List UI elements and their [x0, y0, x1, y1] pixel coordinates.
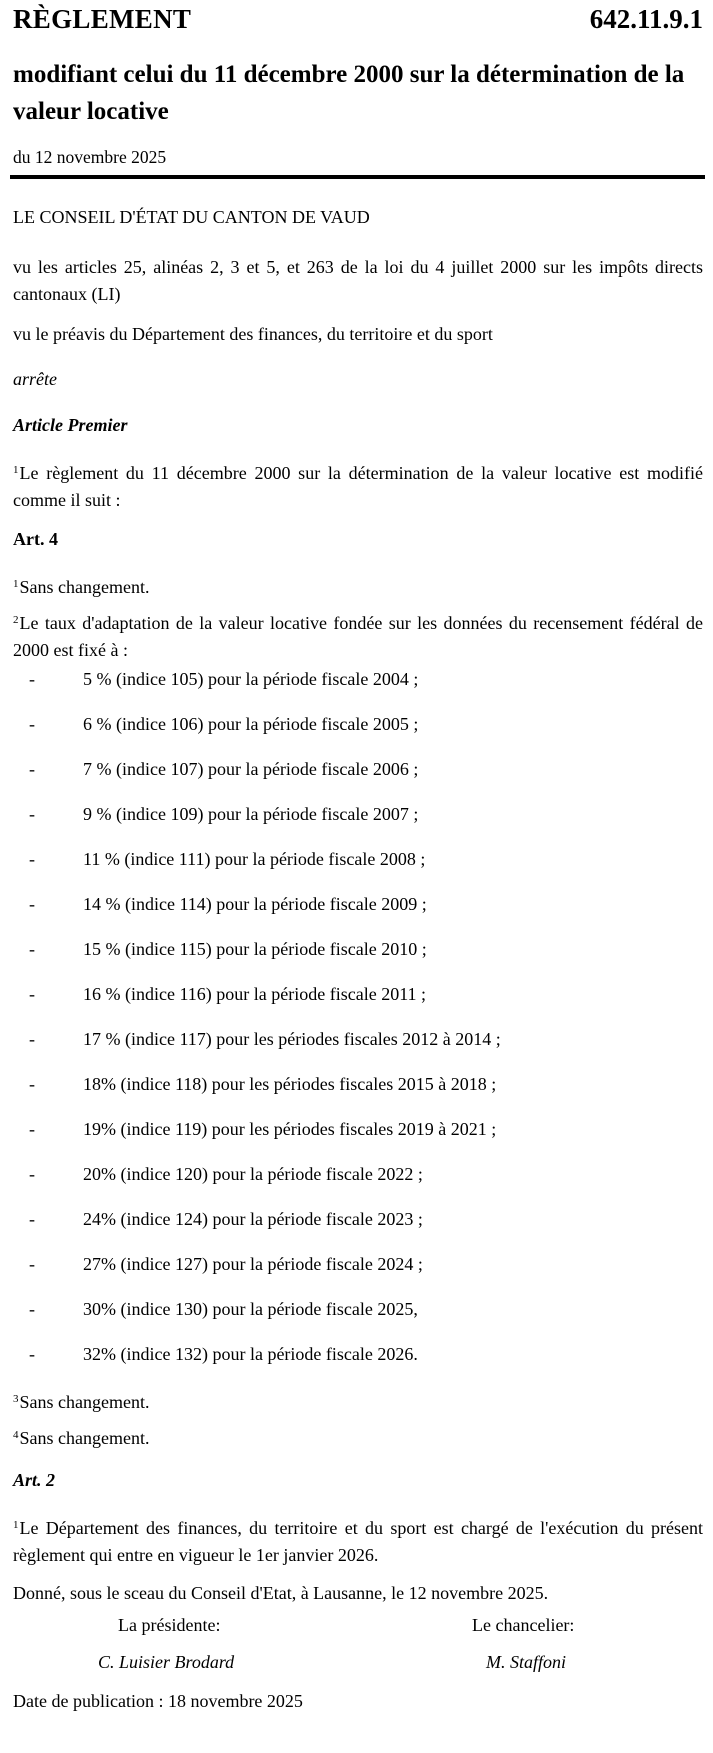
list-dash: -: [29, 1119, 35, 1139]
list-item-text: 24% (indice 124) pour la période fiscale 2023 ;: [83, 1209, 423, 1229]
given-statement: Donné, sous le sceau du Conseil d'Etat, à Lausanne, le 12 novembre 2025.: [13, 1583, 549, 1603]
list-dash: -: [29, 669, 35, 689]
list-item-text: 30% (indice 130) pour la période fiscale 2025,: [83, 1299, 418, 1319]
preamble-considering-2: vu le préavis du Département des finances, du territoire et du sport: [13, 324, 493, 344]
list-dash: -: [29, 1029, 35, 1049]
document-type: RÈGLEMENT: [13, 4, 192, 34]
art4-paragraph-4: [13, 1422, 703, 1452]
paragraph-text: Sans changement.: [19, 577, 150, 597]
list-item-text: 5 % (indice 105) pour la période fiscale 2004 ;: [83, 669, 419, 689]
header-divider: [10, 175, 705, 179]
art4-paragraph-3: [13, 1386, 703, 1416]
document-title: modifiant celui du 11 décembre 2000 sur la détermination de la valeur locative: [13, 61, 685, 125]
art2-heading: Art. 2: [13, 1470, 56, 1490]
list-dash: -: [29, 1209, 35, 1229]
art4-heading: Art. 4: [13, 529, 58, 549]
paragraph-number: 3: [13, 1393, 19, 1405]
preamble-considering-1: vu les articles 25, alinéas 2, 3 et 5, et 263 de la loi du 4 juillet 2000 sur les impôts directs cantonaux (LI): [13, 257, 703, 304]
list-dash: -: [29, 894, 35, 914]
paragraph-text: Sans changement.: [19, 1392, 150, 1412]
list-item-text: 27% (indice 127) pour la période fiscale 2024 ;: [83, 1254, 423, 1274]
paragraph-text: Le taux d'adaptation de la valeur locative fondée sur les données du recensement fédéral de 2000 est fixé à :: [13, 613, 703, 660]
list-item-text: 7 % (indice 107) pour la période fiscale 2006 ;: [83, 759, 419, 779]
paragraph-number: 2: [13, 614, 19, 626]
list-dash: -: [29, 849, 35, 869]
art4-paragraph-2: [13, 607, 703, 664]
list-item-text: 19% (indice 119) pour les périodes fiscales 2019 à 2021 ;: [83, 1119, 497, 1139]
list-dash: -: [29, 1299, 35, 1319]
president-name: C. Luisier Brodard: [98, 1652, 235, 1672]
paragraph-text: Le Département des finances, du territoire et du sport est chargé de l'exécution du présent règlement qui entre en vigueur le 1er janvier 2026.: [13, 1518, 703, 1565]
list-dash: -: [29, 759, 35, 779]
list-item-text: 9 % (indice 109) pour la période fiscale 2007 ;: [83, 804, 419, 824]
publication-date: Date de publication : 18 novembre 2025: [13, 1691, 303, 1711]
article-premier-heading: Article Premier: [13, 415, 128, 435]
document-date: du 12 novembre 2025: [13, 147, 167, 167]
list-dash: -: [29, 939, 35, 959]
decree-word: arrête: [13, 369, 57, 389]
list-dash: -: [29, 804, 35, 824]
list-item-text: 15 % (indice 115) pour la période fiscale 2010 ;: [83, 939, 427, 959]
list-item-text: 14 % (indice 114) pour la période fiscale 2009 ;: [83, 894, 427, 914]
paragraph-text: Sans changement.: [19, 1428, 150, 1448]
list-item-text: 18% (indice 118) pour les périodes fiscales 2015 à 2018 ;: [83, 1074, 497, 1094]
list-dash: -: [29, 1254, 35, 1274]
article-premier-paragraph: [13, 457, 703, 514]
list-item-text: 6 % (indice 106) pour la période fiscale 2005 ;: [83, 714, 419, 734]
list-item-text: 11 % (indice 111) pour la période fiscale 2008 ;: [83, 849, 426, 869]
list-dash: -: [29, 1344, 35, 1364]
paragraph-number: 4: [13, 1429, 19, 1441]
art4-paragraph-1: [13, 571, 703, 601]
list-item-text: 17 % (indice 117) pour les périodes fiscales 2012 à 2014 ;: [83, 1029, 501, 1049]
list-item-text: 16 % (indice 116) pour la période fiscale 2011 ;: [83, 984, 427, 1004]
paragraph-number: 1: [13, 464, 19, 476]
chancellor-name: M. Staffoni: [486, 1652, 566, 1672]
list-dash: -: [29, 1164, 35, 1184]
chancellor-label: Le chancelier:: [472, 1615, 575, 1635]
paragraph-number: 1: [13, 1519, 19, 1531]
enacting-authority: LE CONSEIL D'ÉTAT DU CANTON DE VAUD: [13, 207, 370, 227]
document-number: 642.11.9.1: [589, 4, 703, 34]
paragraph-text: Le règlement du 11 décembre 2000 sur la détermination de la valeur locative est modifié comme il suit :: [13, 463, 703, 510]
list-item-text: 20% (indice 120) pour la période fiscale 2022 ;: [83, 1164, 423, 1184]
paragraph-number: 1: [13, 578, 19, 590]
list-dash: -: [29, 1074, 35, 1094]
list-dash: -: [29, 984, 35, 1004]
president-label: La présidente:: [118, 1615, 221, 1635]
art2-paragraph-1: [13, 1512, 703, 1569]
list-item-text: 32% (indice 132) pour la période fiscale 2026.: [83, 1344, 418, 1364]
list-dash: -: [29, 714, 35, 734]
